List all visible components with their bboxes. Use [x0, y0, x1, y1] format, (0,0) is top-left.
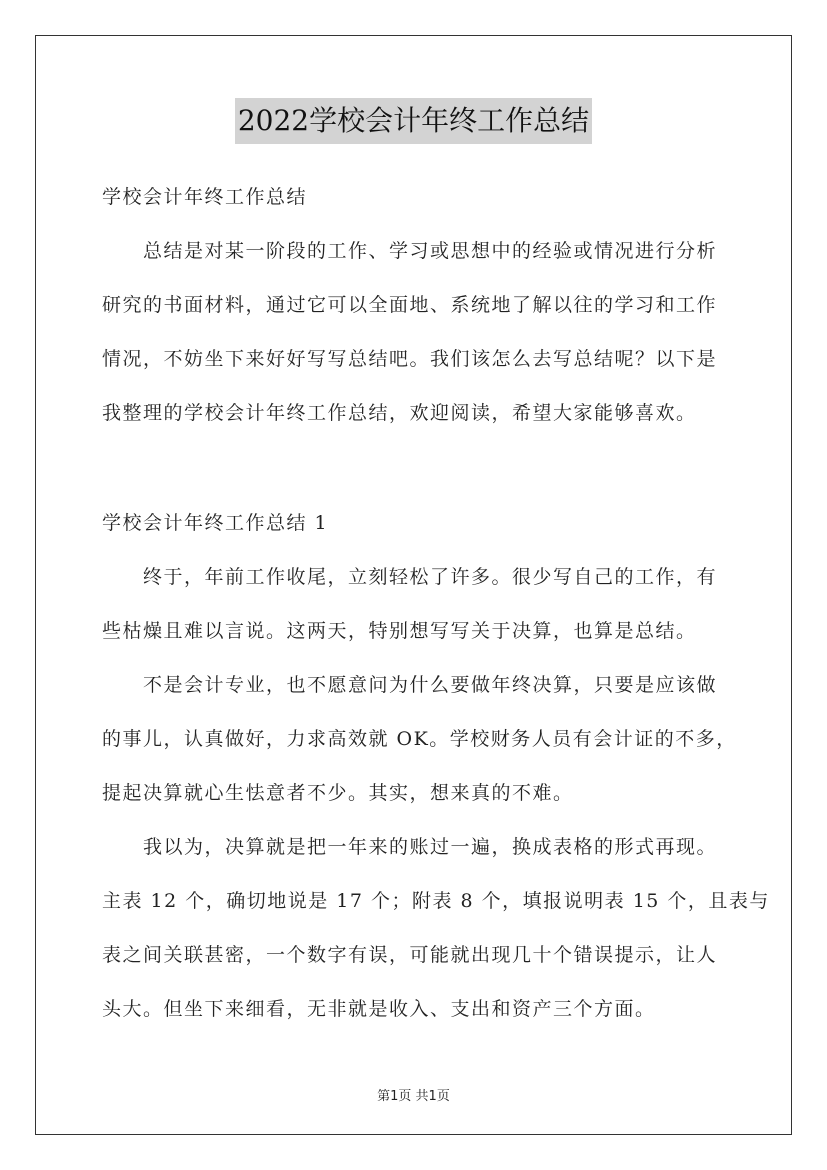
- paragraph3-line-2: 主表 12 个，确切地说是 17 个；附表 8 个，填报说明表 15 个，且表与: [102, 890, 770, 912]
- title-container: [0, 98, 827, 144]
- paragraph3-line-4: 头大。但坐下来细看，无非就是收入、支出和资产三个方面。: [102, 998, 656, 1020]
- page-footer: 第1页 共1页: [377, 1089, 450, 1104]
- intro-line-3: 情况，不妨坐下来好好写写总结吧。我们该怎么去写总结呢？以下是: [102, 348, 718, 370]
- document-subtitle: 学校会计年终工作总结: [102, 186, 308, 208]
- section-heading: 学校会计年终工作总结 1: [102, 512, 329, 534]
- paragraph1-line-2: 些枯燥且难以言说。这两天，特别想写写关于决算，也算是总结。: [102, 620, 697, 642]
- paragraph2-line-2: 的事儿，认真做好，力求高效就 OK。学校财务人员有会计证的不多，: [102, 728, 737, 750]
- paragraph3-line-1: 我以为，决算就是把一年来的账过一遍，换成表格的形式再现。: [143, 836, 718, 858]
- intro-line-1: 总结是对某一阶段的工作、学习或思想中的经验或情况进行分析: [143, 240, 718, 262]
- intro-line-2: 研究的书面材料，通过它可以全面地、系统地了解以往的学习和工作: [102, 294, 718, 316]
- paragraph2-line-1: 不是会计专业，也不愿意问为什么要做年终决算，只要是应该做: [143, 674, 718, 696]
- intro-line-4: 我整理的学校会计年终工作总结，欢迎阅读，希望大家能够喜欢。: [102, 402, 697, 424]
- paragraph1-line-1: 终于，年前工作收尾，立刻轻松了许多。很少写自己的工作，有: [143, 566, 718, 588]
- document-title: 2022学校会计年终工作总结: [235, 98, 592, 144]
- paragraph3-line-3: 表之间关联甚密，一个数字有误，可能就出现几十个错误提示，让人: [102, 944, 718, 966]
- paragraph2-line-3: 提起决算就心生怯意者不少。其实，想来真的不难。: [102, 782, 574, 804]
